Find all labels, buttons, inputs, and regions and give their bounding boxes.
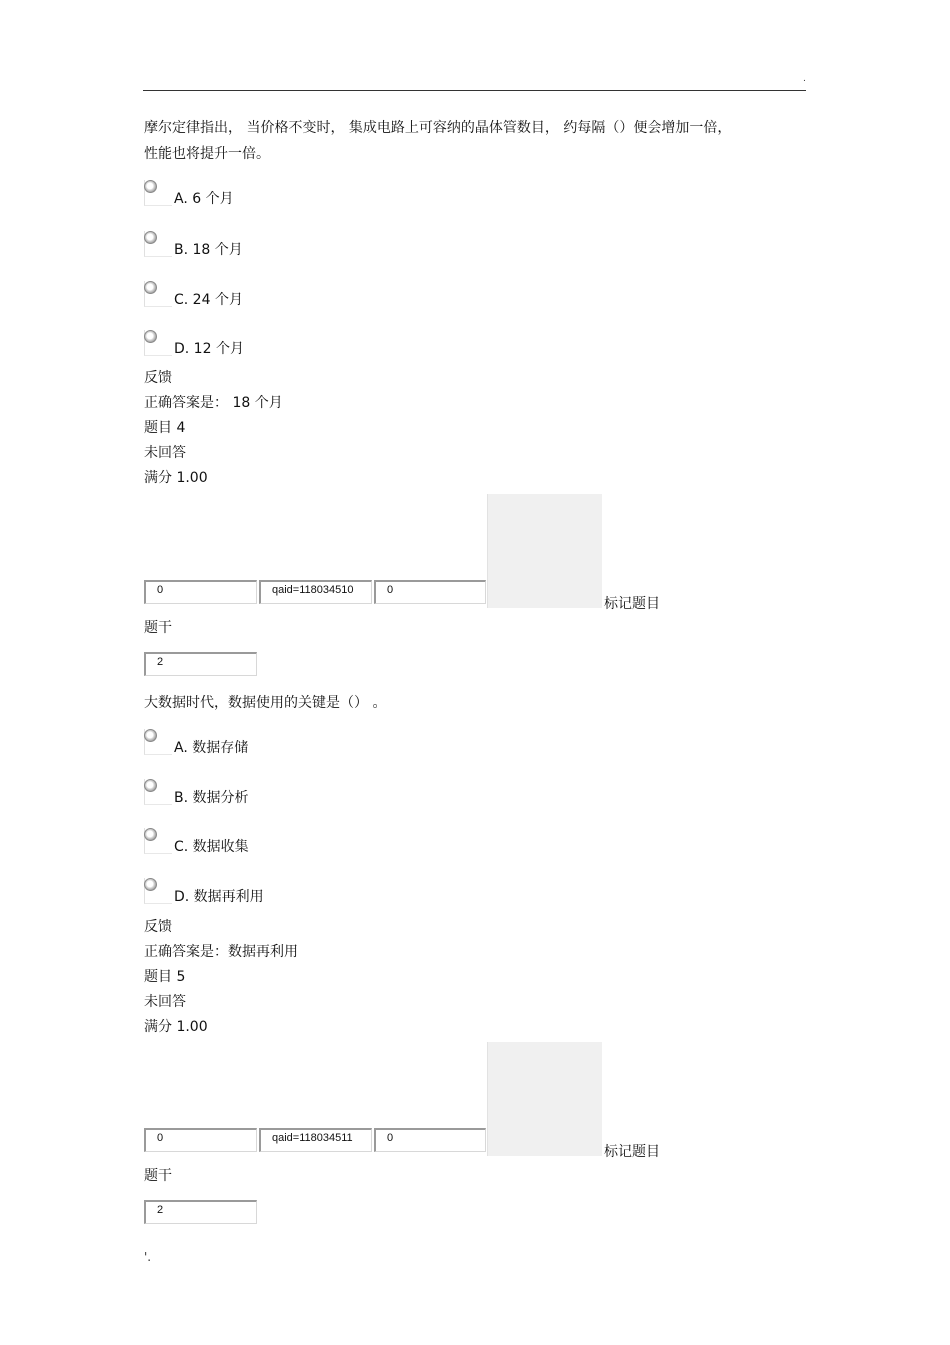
footer-dot: '.: [144, 1250, 152, 1264]
q5-field-3[interactable]: 0: [374, 1128, 486, 1152]
option-label: A. 数据存储: [174, 740, 249, 756]
q5-status: 未回答: [144, 994, 186, 1010]
radio-icon[interactable]: [144, 878, 157, 891]
q4-stem-field[interactable]: 2: [144, 652, 257, 676]
q3-feedback-label: 反馈: [144, 370, 172, 386]
option-label: C. 24 个月: [174, 292, 243, 308]
header-dot: .: [803, 74, 806, 84]
q4-field-1[interactable]: 0: [144, 580, 257, 604]
radio-icon[interactable]: [144, 828, 157, 841]
q5-flag-box: [487, 1042, 602, 1156]
radio-icon[interactable]: [144, 330, 157, 343]
option-label: D. 12 个月: [174, 341, 244, 357]
q4-title: 题目 4: [144, 420, 186, 436]
header-rule: [143, 90, 806, 91]
radio-icon[interactable]: [144, 779, 157, 792]
q5-field-1[interactable]: 0: [144, 1128, 257, 1152]
q3-correct-answer: 正确答案是： 18 个月: [144, 395, 283, 411]
question-3-stem-line2: 性能也将提升一倍。: [144, 146, 270, 162]
q4-flag-question[interactable]: 标记题目: [604, 596, 660, 612]
q5-score: 满分 1.00: [144, 1019, 208, 1035]
q4-score: 满分 1.00: [144, 470, 208, 486]
q5-stem-field[interactable]: 2: [144, 1200, 257, 1224]
q4-feedback-label: 反馈: [144, 919, 172, 935]
radio-icon[interactable]: [144, 231, 157, 244]
q4-status: 未回答: [144, 445, 186, 461]
radio-icon[interactable]: [144, 180, 157, 193]
radio-icon[interactable]: [144, 729, 157, 742]
question-3-stem-line1: 摩尔定律指出， 当价格不变时， 集成电路上可容纳的晶体管数目， 约每隔（）便会增加一倍，: [144, 120, 732, 136]
option-label: C. 数据收集: [174, 839, 249, 855]
q5-field-qaid[interactable]: qaid=118034511: [259, 1128, 372, 1152]
q5-stem-label: 题干: [144, 1168, 172, 1184]
q4-field-3[interactable]: 0: [374, 580, 486, 604]
q4-field-qaid[interactable]: qaid=118034510: [259, 580, 372, 604]
option-label: B. 数据分析: [174, 790, 249, 806]
q5-title: 题目 5: [144, 969, 186, 985]
option-label: D. 数据再利用: [174, 889, 264, 905]
option-label: B. 18 个月: [174, 242, 243, 258]
option-label: A. 6 个月: [174, 191, 234, 207]
q5-flag-question[interactable]: 标记题目: [604, 1144, 660, 1160]
q4-correct-answer: 正确答案是：数据再利用: [144, 944, 298, 960]
q4-stem: 大数据时代，数据使用的关键是（） 。: [144, 695, 387, 711]
q4-stem-label: 题干: [144, 620, 172, 636]
q4-flag-box: [487, 494, 602, 608]
radio-icon[interactable]: [144, 281, 157, 294]
